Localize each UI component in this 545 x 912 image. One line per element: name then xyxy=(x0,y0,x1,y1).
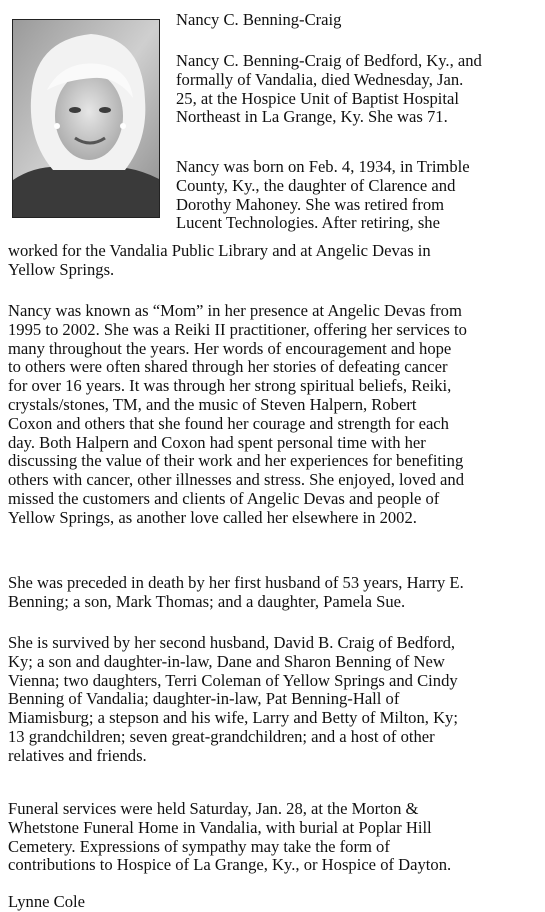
text-line: Vienna; two daughters, Terri Coleman of Yellow Springs and Cindy xyxy=(8,670,458,690)
text-line: Yellow Springs, as another love called her elsewhere in 2002. xyxy=(8,507,417,527)
text-line: crystals/stones, TM, and the music of Steven Halpern, Robert xyxy=(8,394,417,414)
text-line: Yellow Springs. xyxy=(8,259,115,279)
text-line: County, Ky., the daughter of Clarence and xyxy=(176,175,456,195)
text-line: Benning of Vandalia; daughter-in-law, Pat Benning-Hall of xyxy=(8,689,400,709)
text-line: Lucent Technologies. After retiring, she xyxy=(176,213,440,233)
text-line: many throughout the years. Her words of encouragement and hope xyxy=(8,338,452,358)
funeral-services-paragraph xyxy=(8,800,538,875)
text-line: 13 grandchildren; seven great-grandchildren; and a host of other xyxy=(8,726,435,746)
text-line: Miamisburg; a stepson and his wife, Larry and Betty of Milton, Ky; xyxy=(8,708,458,728)
text-line: Funeral services were held Saturday, Jan. 28, at the Morton & xyxy=(8,799,419,818)
biography-paragraph-continued xyxy=(8,242,538,280)
text-line: Nancy C. Benning-Craig of Bedford, Ky., and xyxy=(176,51,482,70)
death-notice-paragraph xyxy=(176,52,536,127)
text-line: discussing the value of their work and her experiences for benefiting xyxy=(8,451,464,471)
text-line: for over 16 years. It was through her strong spiritual beliefs, Reiki, xyxy=(8,376,452,396)
text-line: relatives and friends. xyxy=(8,745,147,765)
portrait-photo xyxy=(12,19,160,218)
preceded-in-death-paragraph xyxy=(8,574,538,612)
text-line: missed the customers and clients of Angelic Devas and people of xyxy=(8,488,440,508)
text-line: to others were often shared through her stories of defeating cancer xyxy=(8,357,448,377)
text-line: Whetstone Funeral Home in Vandalia, with burial at Poplar Hill xyxy=(8,817,432,837)
text-line: day. Both Halpern and Coxon had spent personal time with her xyxy=(8,432,426,452)
text-line: She was preceded in death by her first husband of 53 years, Harry E. xyxy=(8,573,464,592)
text-line: Coxon and others that she found her courage and strength for each xyxy=(8,413,449,433)
biography-paragraph xyxy=(176,158,536,233)
text-line: She is survived by her second husband, David B. Craig of Bedford, xyxy=(8,633,456,652)
text-line: Nancy was born on Feb. 4, 1934, in Trimble xyxy=(176,157,470,176)
author-signature: Lynne Cole xyxy=(8,892,85,911)
survivors-paragraph xyxy=(8,634,538,766)
obituary-title: Nancy C. Benning-Craig xyxy=(176,10,342,29)
text-line: Northeast in La Grange, Ky. She was 71. xyxy=(176,107,448,127)
text-line: formally of Vandalia, died Wednesday, Jan. xyxy=(176,69,464,89)
text-line: Ky; a son and daughter-in-law, Dane and Sharon Benning of New xyxy=(8,651,445,671)
text-line: contributions to Hospice of La Grange, Ky., or Hospice of Dayton. xyxy=(8,855,452,875)
text-line: Cemetery. Expressions of sympathy may take the form of xyxy=(8,836,390,856)
text-line: Dorothy Mahoney. She was retired from xyxy=(176,194,445,214)
text-line: others with cancer, other illnesses and stress. She enjoyed, loved and xyxy=(8,470,465,490)
text-line: Nancy was known as “Mom” in her presence at Angelic Devas from xyxy=(8,301,462,320)
text-line: 25, at the Hospice Unit of Baptist Hospital xyxy=(176,88,459,108)
text-line: worked for the Vandalia Public Library and at Angelic Devas in xyxy=(8,241,431,260)
reiki-paragraph xyxy=(8,302,538,528)
text-line: 1995 to 2002. She was a Reiki II practitioner, offering her services to xyxy=(8,319,467,339)
text-line: Benning; a son, Mark Thomas; and a daughter, Pamela Sue. xyxy=(8,591,406,611)
